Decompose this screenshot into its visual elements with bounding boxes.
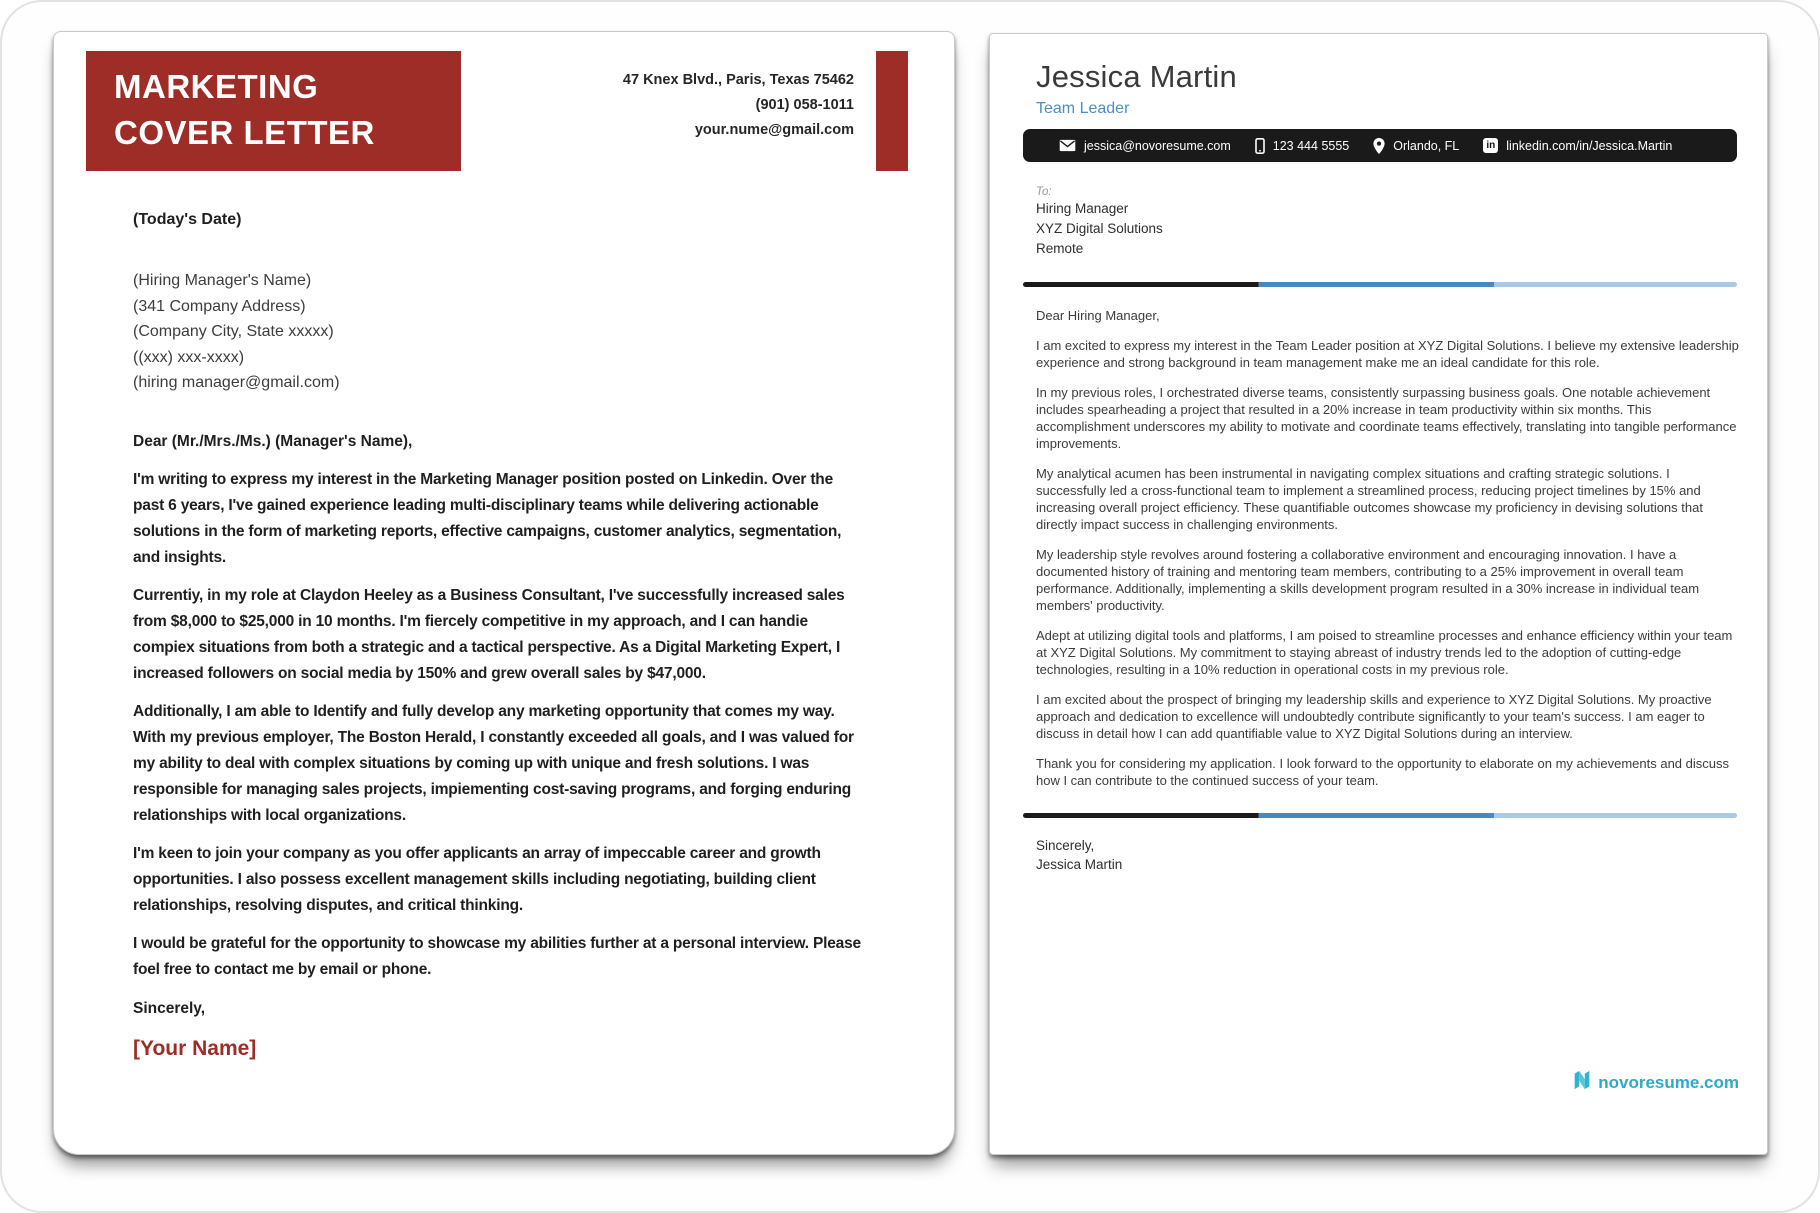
- page-title-line1: MARKETING: [114, 68, 319, 105]
- contact-email[interactable]: [1059, 139, 1231, 153]
- body-paragraph: My analytical acumen has been instrumental in navigating complex situations and crafting strategic solutions. I successfully led a cross-functional team to implement a streamlined process, reducing project timelines by 15% and increasing overall project efficiency. These quantifiable outcomes showcase my proficiency in devising solutions that directly impact success in challenging environments.: [1036, 466, 1703, 532]
- salutation: Dear (Mr./Mrs./Ms.) (Manager's Name),: [133, 432, 413, 450]
- phone-icon: [1255, 138, 1265, 154]
- candidate-name: Jessica Martin: [1036, 59, 1237, 94]
- sender-contact-block: [623, 68, 854, 143]
- body-paragraph: I am excited to express my interest in the Team Leader position at XYZ Digital Solutions. I believe my extensive leadership experience and strong background in team management make me an ideal candidate for this role.: [1036, 338, 1739, 370]
- signature-placeholder: [Your Name]: [133, 1036, 257, 1060]
- contact-email-text: jessica@novoresume.com: [1084, 138, 1231, 153]
- body-paragraph: I am excited about the prospect of bringing my leadership skills and experience to XYZ Digital Solutions. My proactive approach and dedication to excellence will undoubtedly contribute significantly to your team's success. I am eager to discuss in detail how I can add quantifiable value to XYZ Digital Solutions during an interview.: [1036, 692, 1712, 741]
- sender-email[interactable]: your.nume@gmail.com: [694, 122, 854, 138]
- linkedin-icon: in: [1483, 138, 1498, 153]
- to-label: To:: [1036, 186, 1052, 198]
- salutation: Dear Hiring Manager,: [1036, 308, 1160, 323]
- contact-linkedin[interactable]: [1483, 138, 1672, 153]
- envelope-icon: [1059, 139, 1076, 152]
- sender-address: 47 Knex Blvd., Paris, Texas 75462: [622, 72, 854, 88]
- section-divider-bottom: [1023, 813, 1737, 818]
- body-paragraph: I'm keen to join your company as you offer applicants an array of impeccable career and growth opportunities. I also possess excellent management skills including negotiating, building client relationships, resolving disputes, and critical thinking.: [133, 844, 821, 914]
- body-paragraph: Currentiy, in my role at Claydon Heeley as a Business Consultant, I've successfully increased sales from $8,000 to $25,000 in 10 months. I'm fiercely competitive in my approach, and I can handie compiex situations from both a strategic and a tactical perspective. As a Digital Marketing Expert, I increased followers on social media by 150% and grew overall sales by $47,000.: [133, 586, 845, 682]
- recipient-line: (Company City, State xxxxx): [133, 323, 334, 340]
- contact-location-text: Orlando, FL: [1393, 138, 1460, 153]
- body-paragraph: In my previous roles, I orchestrated diverse teams, consistently surpassing business goals. One notable achievement includes spearheading a project that resulted in a 20% increase in team productivity within six months. This accomplishment underscores my ability to motivate and coordinate teams effectively, translating into tangible performance improvements.: [1036, 385, 1737, 451]
- sender-phone: (901) 058-1011: [755, 97, 854, 113]
- team-leader-cover-letter-page: [989, 33, 1768, 1155]
- contact-phone[interactable]: [1255, 138, 1349, 154]
- recipient-line: (341 Company Address): [133, 297, 306, 315]
- contact-phone-text: 123 444 5555: [1272, 138, 1350, 153]
- location-pin-icon: [1373, 138, 1385, 154]
- recipient-line: (hiring manager@gmail.com): [133, 374, 340, 391]
- recipient-line: XYZ Digital Solutions: [1036, 221, 1163, 236]
- page-title-line2: COVER LETTER: [114, 114, 375, 151]
- marketing-cover-letter-page: [53, 31, 955, 1155]
- section-divider-top: [1023, 282, 1737, 287]
- recipient-line: Remote: [1036, 241, 1084, 256]
- body-paragraph: Thank you for considering my application. I look forward to the opportunity to elaborate on my achievements and discuss how I can contribute to the continued success of your team.: [1036, 756, 1729, 788]
- letter-body-left: [54, 207, 954, 1063]
- contact-location[interactable]: [1373, 138, 1459, 154]
- contact-linkedin-text: linkedin.com/in/Jessica.Martin: [1506, 138, 1673, 153]
- title-block: [86, 51, 461, 171]
- recipient-block: [133, 268, 861, 396]
- recipient-line: Hiring Manager: [1036, 201, 1129, 216]
- red-accent-bar: [876, 51, 908, 171]
- closing-signature: Jessica Martin: [1036, 857, 1123, 872]
- letter-body-right: [990, 307, 1767, 789]
- brand-text: novoresume.com: [1598, 1072, 1739, 1092]
- closing-line: Sincerely,: [1036, 838, 1095, 853]
- body-paragraph: Additionally, I am able to Identify and fully develop any marketing opportunity that comes my way. With my previous employer, The Boston Herald, I constantly exceeded all goals, and I was valued for my ability to deal with complex situations by coming up with unique and fresh solutions. I was responsible for managing sales projects, impiementing cost-saving programs, and forging enduring relationships with local organizations.: [133, 702, 854, 824]
- date-placeholder: (Today's Date): [133, 211, 242, 228]
- recipient-line: (Hiring Manager's Name): [133, 272, 312, 289]
- body-paragraph: My leadership style revolves around fostering a collaborative environment and encouraging innovation. I have a documented history of training and mentoring team members, contributing to a 25% improvement in overall team performance. Additionally, implementing a skills development program resulted in a 30% increase in individual team members' productivity.: [1036, 547, 1700, 613]
- closing-line: Sincerely,: [133, 999, 206, 1017]
- contact-bar: [1023, 129, 1737, 162]
- novoresume-logo[interactable]: [1571, 1069, 1739, 1096]
- body-paragraph: I'm writing to express my interest in the Marketing Manager position posted on Linkedin. Over the past 6 years, I've gained experience leading multi-disciplinary teams while delivering actionable solutions in the form of marketing reports, effective campaigns, customer analytics, segmentation, and insights.: [133, 470, 842, 566]
- closing-block: [990, 836, 1767, 874]
- body-paragraph: Adept at utilizing digital tools and platforms, I am poised to streamline processes and enhance efficiency within your team at XYZ Digital Solutions. My commitment to staying abreast of industry trends led to the adoption of cutting-edge technologies, resulting in a 10% reduction in operational costs in my previous role.: [1036, 628, 1733, 677]
- candidate-job-title: Team Leader: [1036, 100, 1130, 117]
- body-paragraph: I would be grateful for the opportunity to showcase my abilities further at a personal interview. Please foel free to contact me by email or phone.: [133, 934, 861, 978]
- novoresume-n-icon: [1571, 1069, 1593, 1096]
- recipient-line: ((xxx) xxx-xxxx): [133, 348, 245, 366]
- recipient-block: [990, 186, 1767, 259]
